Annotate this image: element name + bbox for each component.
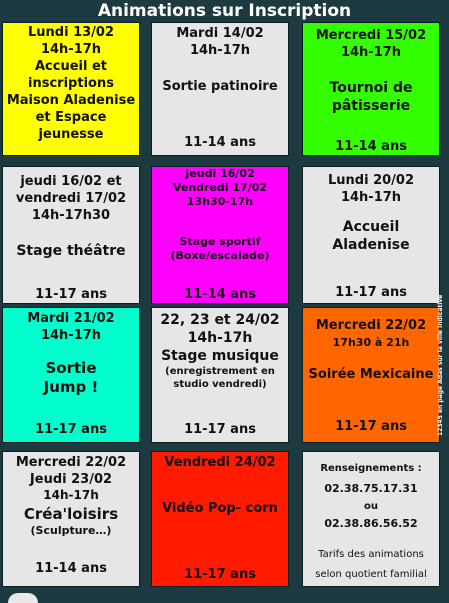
side-note: 12345 en page Adas sur la ville indicative [437, 294, 444, 436]
activity-grid [0, 22, 449, 599]
card-mardi-14 [151, 22, 289, 156]
card-lundi-13 [2, 22, 140, 156]
corner-shape [8, 593, 38, 603]
card-lundi-20 [302, 166, 440, 304]
card-age: 11-17 ans [35, 287, 107, 302]
card-activity: Sortie Jump ! [43, 359, 99, 396]
card-activity: Soirée Mexicaine [308, 367, 434, 382]
card-mercredi-22-soiree [302, 307, 440, 443]
card-mercredi-15 [302, 22, 440, 156]
card-time: 14h-17h30 [31, 208, 111, 223]
card-age: 11-17 ans [335, 419, 407, 434]
card-date: 22, 23 et 24/02 [160, 312, 280, 328]
card-crealoisirs [2, 451, 140, 587]
card-activity: Créa'loisirs [23, 505, 119, 523]
card-age: 11-17 ans [335, 285, 407, 300]
card-activity: Stage théâtre [16, 243, 126, 259]
info-phone-2: 02.38.86.56.52 [324, 517, 418, 530]
card-activity-note: (Sculpture…) [30, 524, 112, 537]
card-time: 14h-17h [43, 488, 99, 502]
card-date: Lundi 20/02 [327, 173, 414, 188]
card-age: 11-14 ans [335, 139, 407, 154]
card-time: 14h-17h [340, 45, 402, 60]
card-age: 11-17 ans [35, 422, 107, 437]
card-age: 11-14 ans [35, 561, 107, 576]
card-date: Mercredi 22/02 Jeudi 23/02 [15, 455, 127, 487]
card-activity: Accueil et inscriptions Maison Aladenise et Espace jeunesse [6, 59, 136, 142]
card-date: Jeudi 16/02 Vendredi 17/02 [172, 167, 268, 194]
card-time: 13h30-17h [186, 195, 254, 208]
page-title: Animations sur Inscription [97, 1, 352, 21]
card-jeudi-16-sportif [151, 166, 289, 304]
card-info [302, 451, 440, 587]
card-time: 14h-17h [187, 330, 253, 346]
card-vendredi-24 [151, 451, 289, 587]
card-jeudi-16-theatre [2, 166, 140, 304]
card-time: 14h-17h [40, 328, 102, 343]
info-tarifs: Tarifs des animations selon quotient familial [315, 549, 427, 580]
card-age: 11-14 ans [184, 287, 256, 302]
card-age: 11-17 ans [184, 567, 256, 582]
card-activity: Vidéo Pop- corn [162, 501, 278, 516]
card-time: 17h30 à 21h [332, 336, 410, 349]
info-heading: Renseignements : [320, 463, 422, 474]
card-mardi-21 [2, 307, 140, 443]
card-date: jeudi 16/02 et vendredi 17/02 [15, 174, 127, 206]
card-activity: Accueil Aladenise [332, 219, 410, 253]
card-activity: Stage sportif (Boxe/escalade) [170, 235, 270, 262]
card-activity-note: (enregistrement en studio vendredi) [165, 366, 275, 390]
card-activity: Sortie patinoire [162, 79, 278, 94]
card-date: Mercredi 15/02 [315, 28, 427, 43]
card-date: Lundi 13/02 [27, 25, 114, 40]
card-stage-musique [151, 307, 289, 443]
card-time: 14h-17h [40, 42, 102, 57]
info-or: ou [364, 501, 378, 512]
card-date: Mercredi 22/02 [315, 318, 427, 333]
card-date: Vendredi 24/02 [164, 455, 276, 470]
card-age: 11-17 ans [184, 422, 256, 437]
card-time: 14h-17h [189, 43, 251, 58]
card-age: 11-14 ans [184, 135, 256, 150]
card-time: 14h-17h [340, 190, 402, 205]
card-date: Mardi 21/02 [27, 311, 115, 326]
info-phone-1: 02.38.75.17.31 [324, 482, 418, 495]
card-activity: Stage musique [161, 348, 279, 364]
card-date: Mardi 14/02 [176, 26, 264, 41]
card-activity: Tournoi de pâtisserie [329, 80, 413, 114]
